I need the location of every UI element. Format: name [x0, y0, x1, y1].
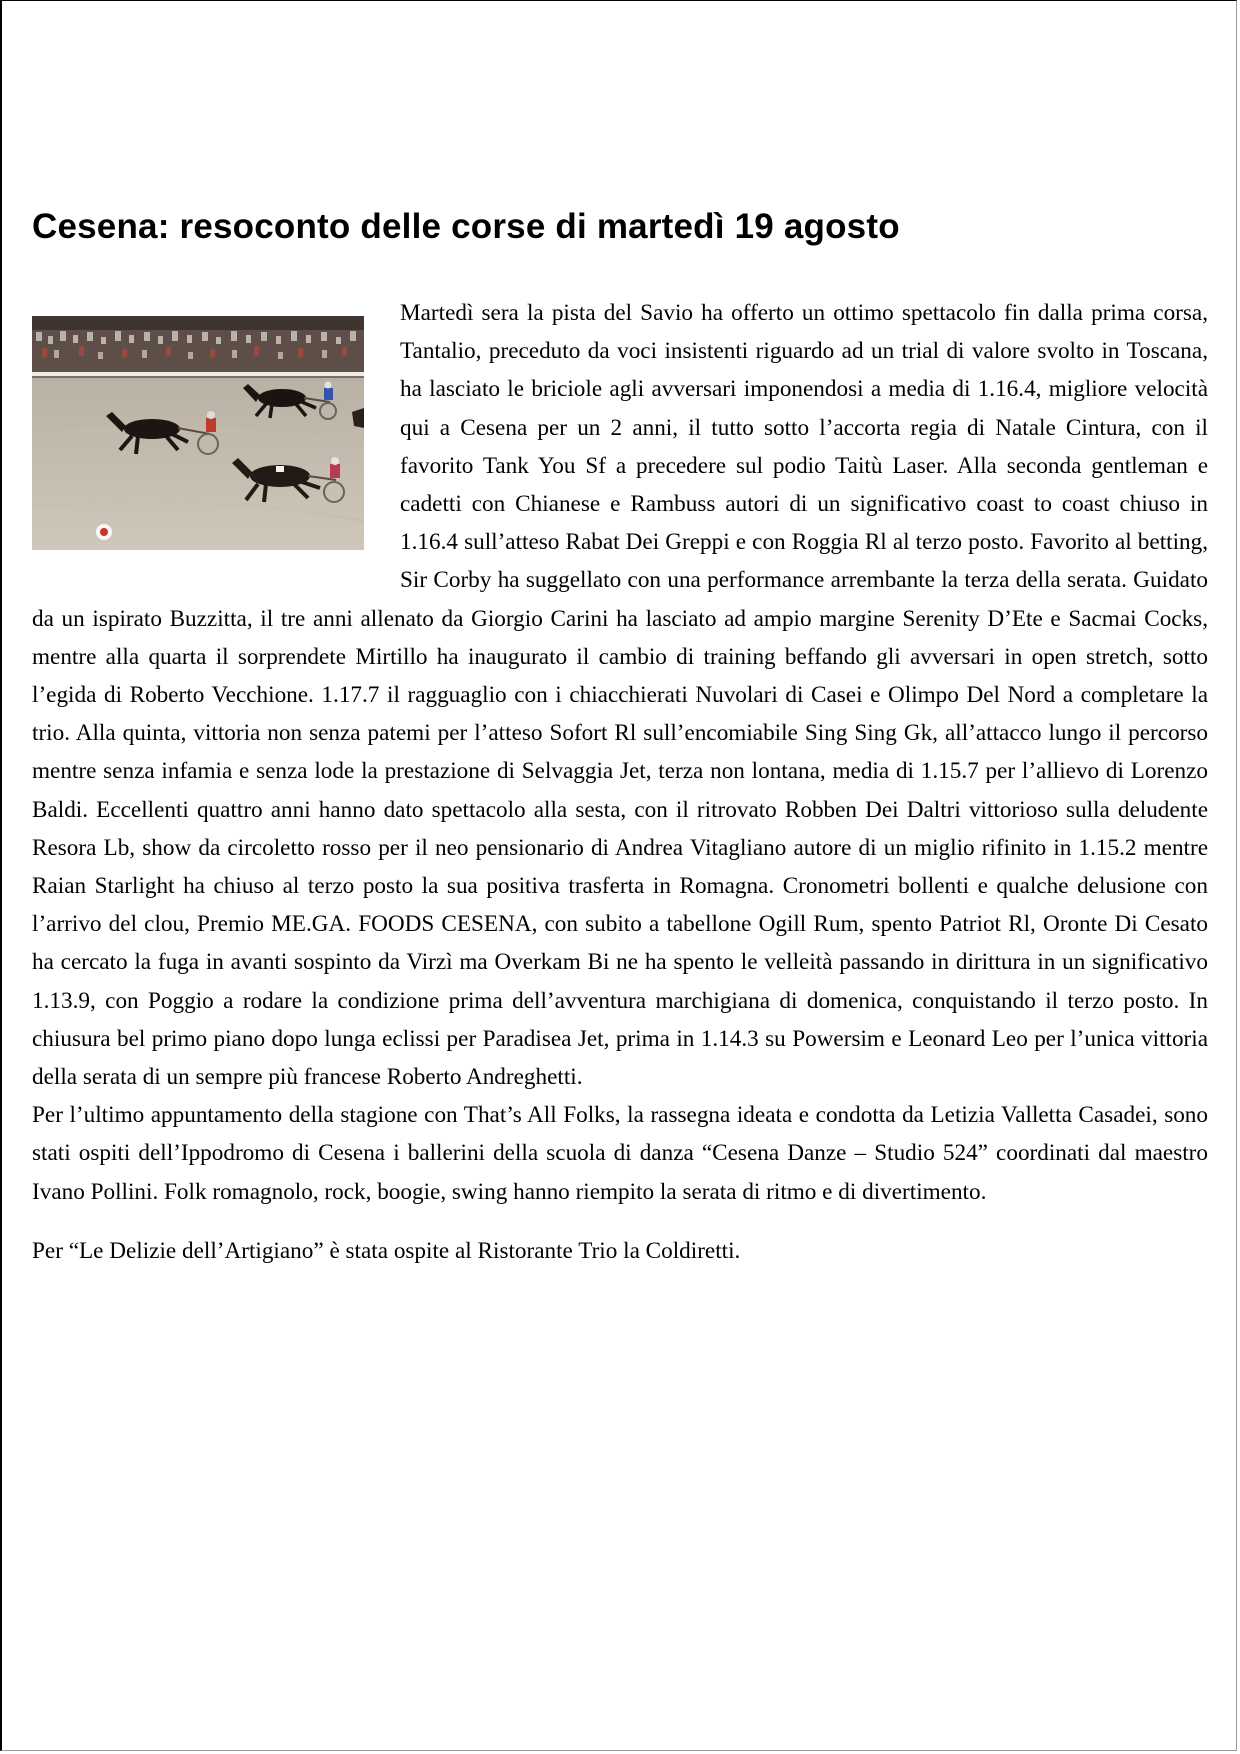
article-paragraph-2: Per l’ultimo appuntamento della stagione con That’s All Folks, la rassegna ideata e condotta da Letizia Valletta Casadei, sono stati ospiti dell’Ippodromo di Cesena i ballerini della scuola di danza “Cesena Danze – Studio 524” coordinati dal maestro Ivano Pollini. Folk romagnolo, rock, boogie, swing hanno riempito la serata di ritmo e di divertimento.	[32, 1102, 1208, 1205]
race-photo	[32, 316, 364, 550]
article	[32, 200, 1208, 1270]
article-paragraph-3: Per “Le Delizie dell’Artigiano” è stata ospite al Ristorante Trio la Coldiretti.	[32, 1237, 741, 1264]
article-body	[32, 294, 1208, 1270]
article-paragraph-1: Martedì sera la pista del Savio ha offerto un ottimo spettacolo fin dalla prima corsa, Tantalio, preceduto da voci insistenti riguardo ad un trial di valore svolto in Toscana, ha lasciato le briciole agli avversari imponendosi a media di 1.16.4, migliore velocità qui a Cesena per un 2 anni, il tutto sotto l’accorta regia di Natale Cintura, con il favorito Tank You Sf a precedere sul podio Taitù Laser. Alla seconda gentleman e cadetti con Chianese e Rambuss autori di un significativo coast to coast chiuso in 1.16.4 sull’atteso Rabat Dei Greppi e con Roggia Rl al terzo posto. Favorito al betting, Sir Corby ha suggellato con una performance arrembante la terza della serata. Guidato da un ispirato Buzzitta, il tre anni allenato da Giorgio Carini ha lasciato ad ampio margine Serenity D’Ete e Sacmai Cocks, mentre alla quarta il sorprendete Mirtillo ha inaugurato il cambio di training beffando gli avversari in open stretch, sotto l’egida di Roberto Vecchione. 1.17.7 il ragguaglio con i chiacchierati Nuvolari di Casei e Olimpo Del Nord a completare la trio. Alla quinta, vittoria non senza patemi per l’atteso Sofort Rl sull’encomiabile Sing Sing Gk, all’attacco lungo il percorso mentre senza infamia e senza lode la prestazione di Selvaggia Jet, terza non lontana, media di 1.15.7 per l’allievo di Lorenzo Baldi. Eccellenti quattro anni hanno dato spettacolo alla sesta, con il ritrovato Robben Dei Daltri vittorioso sulla deludente Resora Lb, show da circoletto rosso per il neo pensionario di Andrea Vitagliano autore di un miglio rifinito in 1.15.2 mentre Raian Starlight ha chiuso al terzo posto la sua positiva trasferta in Romagna. Cronometri bollenti e qualche delusione con l’arrivo del clou, Premio ME.GA. FOODS CESENA, con subito a tabellone Ogill Rum, spento Patriot Rl, Oronte Di Cesato ha cercato la fuga in avanti sospinto da Virzì ma Overkam Bi ne ha spento le velleità passando in dirittura in un significativo 1.13.9, con Poggio a rodare la condizione prima dell’avventura marchigiana di domenica, conquistando il terzo posto. In chiusura bel primo piano dopo lunga eclissi per Paradisea Jet, prima in 1.14.3 su Powersim e Leonard Leo per l’unica vittoria della serata di un sempre più francese Roberto Andreghetti.	[32, 300, 1208, 1091]
article-title: Cesena: resoconto delle corse di martedì 19 agosto	[32, 207, 900, 246]
